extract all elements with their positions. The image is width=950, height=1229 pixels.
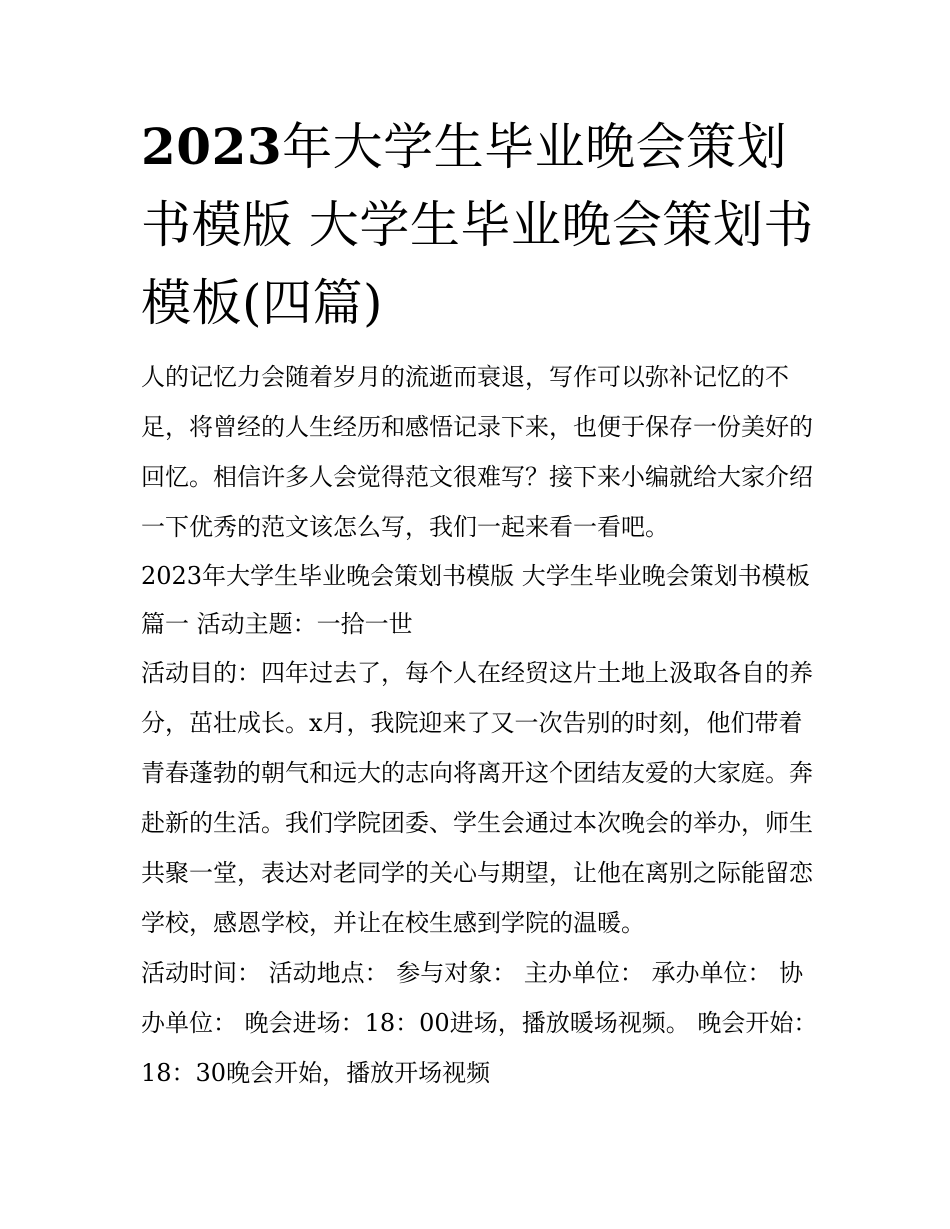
document-body bbox=[141, 352, 821, 1098]
title-year: 2023 bbox=[141, 117, 283, 176]
purpose-paragraph: 活动目的：四年过去了，每个人在经贸这片土地上汲取各自的养分，茁壮成长。x月，我院迎来了又一次告别的时刻，他们带着青春蓬勃的朝气和远大的志向将离开这个团结友爱的大家庭。奔赴新的生活。我们学院团委、学生会通过本次晚会的举办，师生共聚一堂，表达对老同学的关心与期望，让他在离别之际能留恋学校，感恩学校，并让在校生感到学院的温暖。 bbox=[141, 659, 813, 937]
details-paragraph: 活动时间： 活动地点： 参与对象： 主办单位： 承办单位： 协办单位： 晚会进场：18：00进场，播放暖场视频。 晚会开始：18：30晚会开始，播放开场视频 bbox=[141, 959, 818, 1087]
document-title bbox=[141, 108, 821, 342]
section-heading-paragraph: 2023年大学生毕业晚会策划书模版 大学生毕业晚会策划书模板篇一 活动主题：一拾一世 bbox=[141, 562, 810, 638]
intro-paragraph: 人的记忆力会随着岁月的流逝而衰退，写作可以弥补记忆的不足，将曾经的人生经历和感悟记录下来，也便于保存一份美好的回忆。相信许多人会觉得范文很难写？接下来小编就给大家介绍一下优秀的范文该怎么写，我们一起来看一看吧。 bbox=[141, 363, 813, 541]
title-text: 年大学生毕业晚会策划书模版 大学生毕业晚会策划书模板(四篇) bbox=[141, 118, 814, 332]
